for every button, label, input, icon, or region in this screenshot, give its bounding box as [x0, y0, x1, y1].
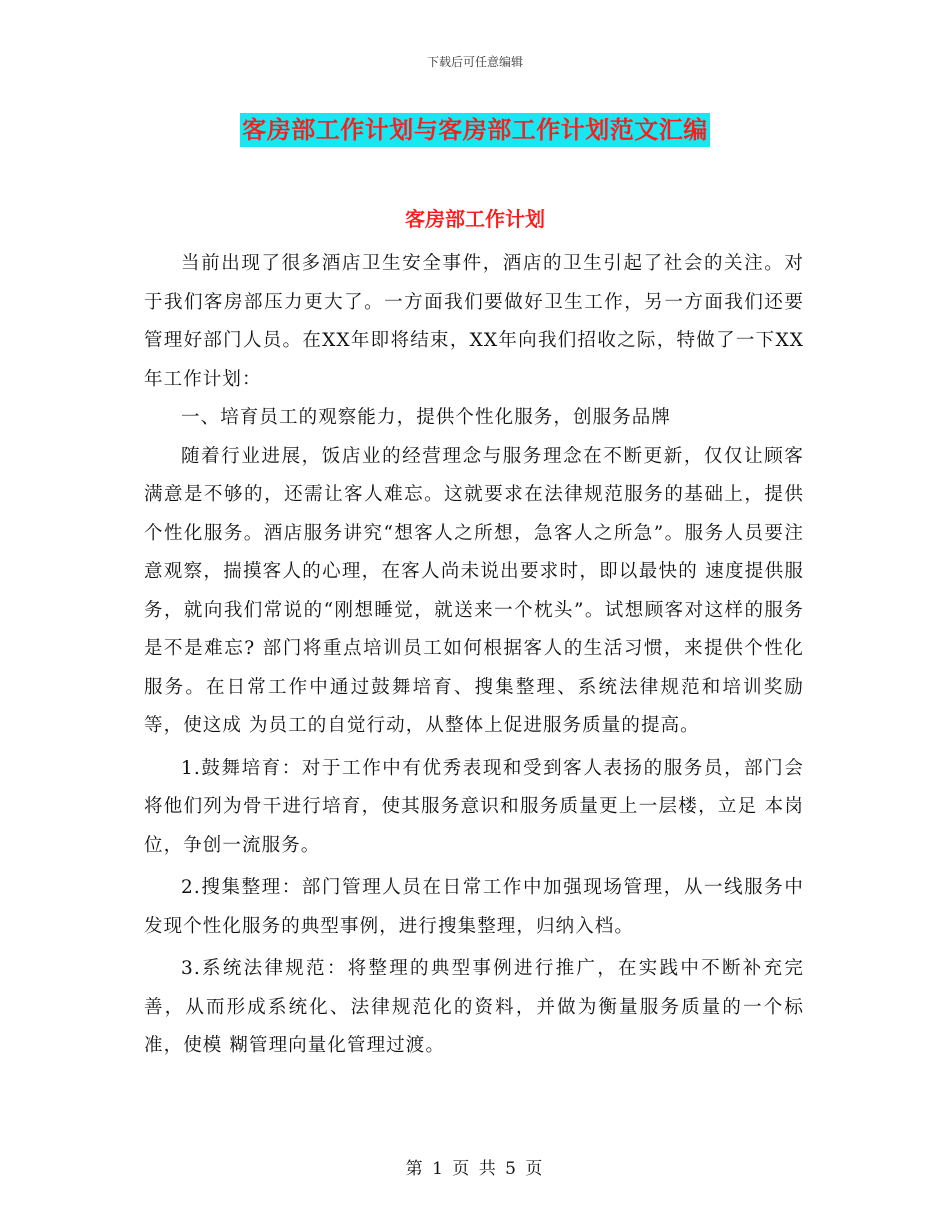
list-item-3: 3.系统法律规范：将整理的典型事例进行推广，在实践中不断补充完善，从而形成系统化、法律规范化的资料，并做为衡量服务质量的一个标准，使模 糊管理向量化管理过渡。 [144, 958, 804, 1056]
list-item-2: 2.搜集整理：部门管理人员在日常工作中加强现场管理，从一线服务中发现个性化服务的典型事例，进行搜集整理，归纳入档。 [144, 877, 804, 937]
heading-paragraph: 一、培育员工的观察能力，提供个性化服务，创服务品牌 [181, 407, 672, 428]
header-note: 下载后可任意编辑 [426, 55, 523, 69]
section-title: 客房部工作计划 [405, 207, 545, 231]
body-paragraph: 随着行业进展，饭店业的经营理念与服务理念在不断更新，仅仅让顾客满意是不够的，还需让客人难忘。这就要求在法律规范服务的基础上，提供 个性化服务。酒店服务讲究“想客人之所想，急客人之所急”。服务人员要注意观察，揣摸客人的心理，在客人尚未说出要求时，即以最快的 速度提供服务，就向我们常说的“刚想睡觉，就送来一个枕头”。试想顾客对这样的服务是不是难忘? 部门将重点培训员工如何根据客人的生活习惯，来提供个性化服务。在日常工作中通过鼓舞培育、搜集整理、系统法律规范和培训奖励等，使这成 为员工的自觉行动，从整体上促进服务质量的提高。 [144, 445, 804, 736]
document-body [144, 245, 804, 1066]
list-item-1: 1.鼓舞培育：对于工作中有优秀表现和受到客人表扬的服务员，部门会将他们列为骨干进行培育，使其服务意识和服务质量更上一层楼，立足 本岗位，争创一流服务。 [144, 757, 804, 856]
main-title: 客房部工作计划与客房部工作计划范文汇编 [240, 113, 710, 147]
intro-paragraph: 当前出现了很多酒店卫生安全事件，酒店的卫生引起了社会的关注。对于我们客房部压力更大了。一方面我们要做好卫生工作，另一方面我们还要管理好部门人员。在XX年即将结束，XX年向我们招收之际，特做了一下XX年工作计划： [144, 253, 804, 390]
page-footer: 第 1 页 共 5 页 [405, 1159, 545, 1179]
main-title-container [0, 113, 950, 147]
